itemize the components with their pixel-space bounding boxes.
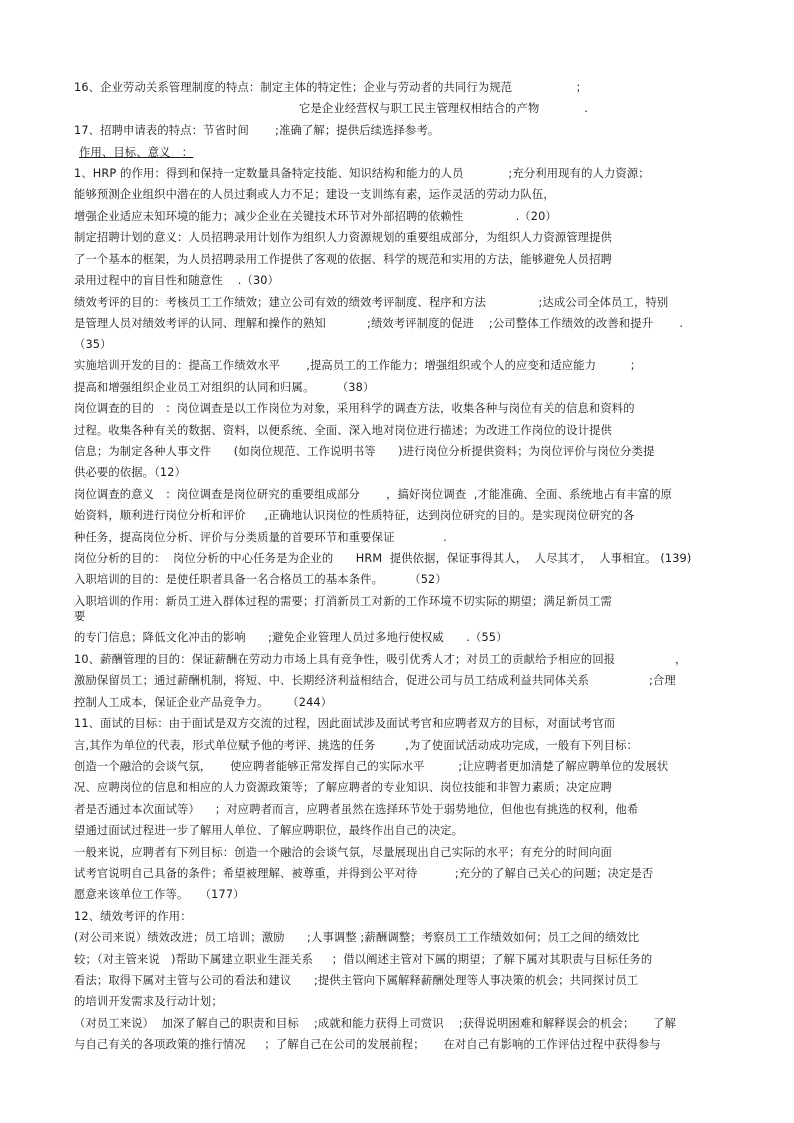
text-line: 与自己有关的各项政策的推行情况 ；了解自己在公司的发展前程； 在对自己有影响的工作评估过程中获得参与 [74, 1038, 661, 1051]
text-line: 是管理人员对绩效考评的认同、理解和操作的熟知 ;绩效考评制度的促进 ;公司整体工作绩效的改善和提升 . [74, 317, 684, 330]
text-line: 的专门信息；降低文化冲击的影响 ;避免企业管理人员过多地行使权威 .（55） [74, 631, 508, 644]
text-line: （对员工来说） 加深了解自己的职责和目标 ;成就和能力获得上司赏识 ;获得说明困难和解释误会的机会； 了解 [74, 1017, 677, 1030]
text-line: 望通过面试过程进一步了解用人单位、了解应聘职位，最终作出自己的决定。 [74, 824, 464, 837]
text-line: 的培训开发需求及行动计划； [74, 995, 223, 1008]
text-line: 试考官说明自己具备的条件；希望被理解、被尊重，并得到公平对待 ;充分的了解自己关心的问题；决定是否 [74, 867, 654, 880]
text-line: 入职培训的作用：新员工进入群体过程的需要；打消新员工对新的工作环境不切实际的期望；满足新员工需 [74, 595, 613, 608]
text-line: 看法；取得下属对主管与公司的看法和建议 ;提供主管向下属解释薪酬处理等人事决策的机会；共同探讨员工 [74, 974, 639, 987]
text-line: 17、招聘申请表的特点：节省时间 ;准确了解；提供后续选择参考。 [74, 124, 440, 137]
text-line: 了一个基本的框架，为人员招聘录用工作提供了客观的依据、科学的规范和实用的方法，能够避免人员招聘 [74, 253, 613, 266]
text-line: 提高和增强组织企业员工对组织的认同和归属。 （38） [74, 381, 375, 394]
text-line: 过程。收集各种有关的数据、资料，以便系统、全面、深入地对岗位进行描述；为改进工作岗位的设计提供 [74, 424, 613, 437]
text-line: 11、面试的目标：由于面试是双方交流的过程，因此面试涉及面试考官和应聘者双方的目标，对面试考官而 [74, 717, 616, 730]
text-line: （35） [74, 338, 112, 351]
text-line: 1、HRP 的作用：得到和保持一定数量具备特定技能、知识结构和能力的人员 ;充分利用现有的人力资源； [74, 167, 650, 180]
section-heading: 作用、目标、意义 ： [79, 146, 194, 159]
text-line: 种任务，提高岗位分析、评价与分类质量的首要环节和重要保证 . [74, 531, 447, 544]
text-line: 较；（对主管来说 )帮助下属建立职业生涯关系 ；借以阐述主管对下属的期望；了解下属对其职责与目标任务的 [74, 953, 653, 966]
text-line: 它是企业经营权与职工民主管理权相结合的产物 . [299, 102, 589, 115]
text-line: 增强企业适应未知环境的能力；减少企业在关键技术环节对外部招聘的依赖性 .（20） [74, 210, 557, 223]
text-line: 况、应聘岗位的信息和相应的人力资源政策等；了解应聘者的专业知识、岗位技能和非智力素质；决定应聘 [74, 781, 613, 794]
text-line: 激励保留员工；通过薪酬机制，将短、中、长期经济利益相结合，促进公司与员工结成利益共同体关系 ;合理 [74, 674, 676, 687]
text-line: 者是否通过本次面试等） ；对应聘者而言，应聘者虽然在选择环节处于弱势地位，但他也有挑选的权利，他希 [74, 803, 639, 816]
text-line: 始资料，顺利进行岗位分析和评价 ,正确地认识岗位的性质特征，达到岗位研究的目的。是实现岗位研究的各 [74, 509, 635, 522]
text-line: 入职培训的目的：是使任职者具备一名合格员工的基本条件。 （52） [74, 573, 447, 586]
text-line: 一般来说，应聘者有下列目标：创造一个融洽的会谈气氛，尽量展现出自己实际的水平；有充分的时间向面 [74, 846, 613, 859]
text-line: 岗位分析的目的： 岗位分析的中心任务是为企业的 HRM 提供依据，保证事得其人， 人尽其才， 人事相宜。 (139) [74, 552, 692, 565]
text-line: 信息；为制定各种人事文件 (如岗位规范、工作说明书等 )进行岗位分析提供资料；为岗位评价与岗位分类提 [74, 445, 655, 458]
text-line: 供必要的依据。（12） [74, 466, 187, 479]
text-line: 言,其作为单位的代表，形式单位赋予他的考评、挑选的任务 ,为了使面试活动成功完成，一般有下列目标： [74, 739, 638, 752]
text-line: 创造一个融洽的会谈气氛， 使应聘者能够正常发挥自己的实际水平 ;让应聘者更加清楚了解应聘单位的发展状 [74, 760, 669, 773]
text-line: 实施培训开发的目的：提高工作绩效水平 ,提高员工的工作能力；增强组织或个人的应变和适应能力 ； [74, 359, 642, 372]
text-line: 能够预测企业组织中潜在的人员过剩或人力不足；建设一支训练有素，运作灵活的劳动力队伍， [74, 188, 555, 201]
text-line: 10、薪酬管理的目的：保证薪酬在劳动力市场上具有竞争性，吸引优秀人才；对员工的贡献给予相应的回报 ， [74, 653, 687, 666]
text-line: 岗位调查的目的 ：岗位调查是以工作岗位为对象，采用科学的调查方法，收集各种与岗位有关的信息和资料的 [74, 402, 635, 415]
text-line: 控制人工成本，保证企业产品竞争力。 （244） [74, 696, 333, 709]
text-line: 录用过程中的盲目性和随意性 .（30） [74, 274, 280, 287]
text-line: 愿意来该单位工作等。 （177） [74, 888, 245, 901]
text-line: 岗位调查的意义 ：岗位调查是岗位研究的重要组成部分 ，搞好岗位调查 ,才能准确、全面、系统地占有丰富的原 [74, 488, 673, 501]
text-line: 要 [74, 610, 86, 623]
text-line: 12、绩效考评的作用： [74, 910, 192, 923]
text-line: 16、企业劳动关系管理制度的特点：制定主体的特定性；企业与劳动者的共同行为规范 ； [74, 81, 588, 94]
text-line: 绩效考评的目的：考核员工工作绩效；建立公司有效的绩效考评制度、程序和方法 ;达成公司全体员工，特别 [74, 296, 669, 309]
text-line: (对公司来说）绩效改进；员工培训；激励 ;人事调整 ;薪酬调整；考察员工工作绩效如何；员工之间的绩效比 [74, 931, 640, 944]
text-line: 制定招聘计划的意义：人员招聘录用计划作为组织人力资源规划的重要组成部分，为组织人力资源管理提供 [74, 231, 613, 244]
